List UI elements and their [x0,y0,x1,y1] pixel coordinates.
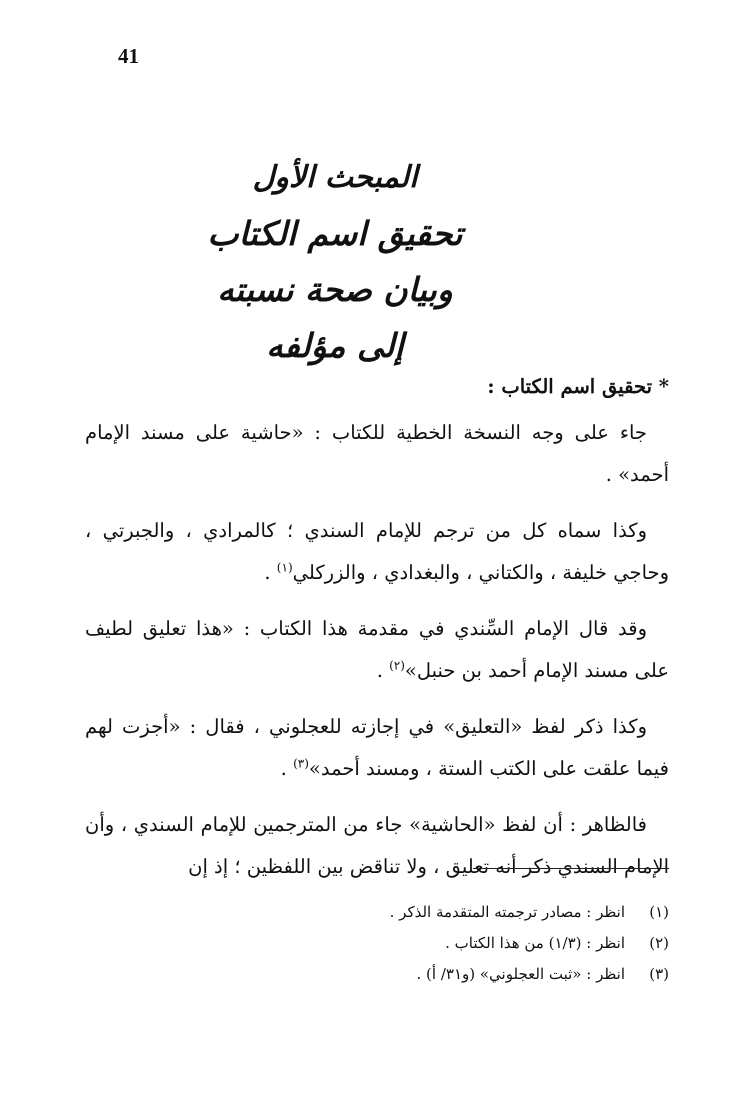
chapter-title: المبحث الأول [252,160,418,195]
footnote [85,928,669,959]
paragraph: وكذا سماه كل من ترجم للإمام السندي ؛ كالمرادي ، والجبرتي ، وحاجي خليفة ، والكتاني ، والبغدادي ، والزركلي$^{(١)}$ . [85,519,669,584]
footnote-text: انظر : (١/٣) من هذا الكتاب . [445,934,625,952]
footnote-number: (١) [649,903,669,921]
section-heading: * تحقيق اسم الكتاب : [487,375,669,398]
paragraph: وكذا ذكر لفظ «التعليق» في إجازته للعجلوني ، فقال : «أجزت لهم فيما علقت على الكتب الستة ، ومسند أحمد»$^{(٣)}$ . [85,715,669,780]
footnote-number: (٣) [649,965,669,983]
footnote-ref[interactable]: (١) [276,560,293,575]
footnote-ref[interactable]: (٣) [293,756,309,771]
footnote [85,959,669,990]
footnote [85,897,669,928]
chapter-subtitle: تحقيق اسم الكتاب [207,214,463,253]
page-number: 41 [118,44,139,68]
chapter-header [200,150,470,374]
footnote-text: انظر : مصادر ترجمته المتقدمة الذكر . [389,903,625,921]
chapter-subtitle-2: وبيان صحة نسبته إلى مؤلفه [217,270,453,365]
paragraph: جاء على وجه النسخة الخطية للكتاب : «حاشية على مسند الإمام أحمد» . [85,421,669,486]
footnote-divider [473,868,669,869]
paragraph: فالظاهر : أن لفظ «الحاشية» جاء من المترجمين للإمام السندي ، وأن الإمام السندي ذكر أنه تعليق ، ولا تناقض بين اللفظين ؛ إذ إن [85,813,669,878]
footnotes [85,897,669,990]
footnote-number: (٢) [649,934,669,952]
footnote-text: انظر : «ثبت العجلوني» (و٣١/ أ) . [416,965,625,983]
paragraph: وقد قال الإمام السِّندي في مقدمة هذا الكتاب : «هذا تعليق لطيف على مسند الإمام أحمد بن حنبل»$^{(٢)}$ . [85,617,669,682]
body-text [85,366,669,902]
footnote-ref[interactable]: (٢) [389,658,405,673]
